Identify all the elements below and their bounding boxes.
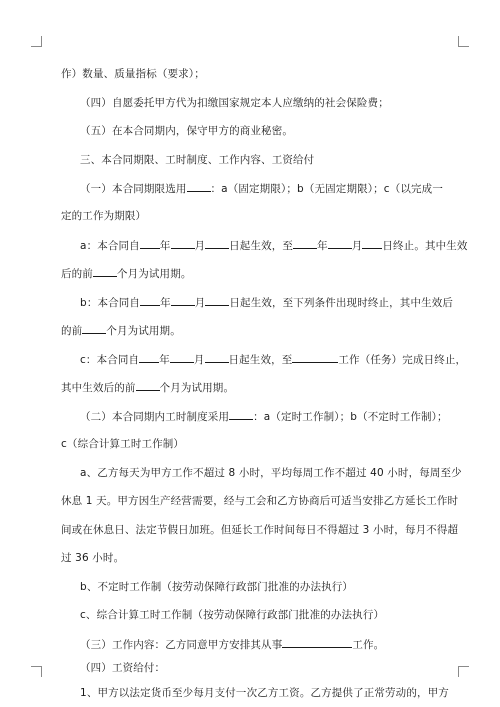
text-segment: 后的前	[61, 268, 93, 280]
text-line: b、不定时工作制（按劳动保障行政部门批准的办法执行）	[80, 581, 354, 593]
text-segment: 日起生效，至下列条件出现时终止，其中生效后	[229, 297, 454, 309]
text-line	[80, 409, 448, 424]
text-segment: 月	[351, 240, 363, 252]
text-segment: a：本合同自	[80, 240, 140, 252]
text-segment: 月	[194, 240, 206, 252]
text-segment: 其中生效后的前	[61, 382, 136, 394]
text-segment: （三）工作内容：乙方同意甲方安排其从事	[80, 639, 283, 651]
crop-mark-top-left	[31, 36, 42, 47]
text-segment: ：a（定时工作制）；b（不定时工作制）；	[253, 411, 448, 423]
crop-mark-bottom-left	[31, 666, 42, 677]
fill-blank	[139, 352, 159, 363]
text-segment: 年	[160, 297, 171, 309]
text-line: 1、甲方以法定货币至少每月支付一次乙方工资。乙方提供了正常劳动的，甲方	[80, 687, 449, 699]
text-line: c、综合计算工时工作制（按劳动保障行政部门批准的办法执行）	[80, 609, 385, 621]
fill-blank	[140, 238, 160, 249]
fill-blank	[205, 238, 229, 249]
fill-blank	[205, 352, 229, 363]
text-segment: （二）本合同期内工时制度采用	[80, 411, 230, 423]
text-line: 休息 1 天。甲方因生产经营需要，经与工会和乙方协商后可适当安排乙方延长工作时	[61, 495, 459, 507]
fill-blank	[205, 295, 229, 306]
text-line: 过 36 小时。	[61, 552, 125, 564]
text-segment: 个月为试用期。	[116, 268, 192, 280]
text-line	[80, 238, 468, 253]
fill-blank	[93, 266, 117, 277]
text-segment: 日起生效，至	[229, 240, 294, 252]
text-segment: 月	[194, 297, 206, 309]
text-segment: 个月为试用期。	[106, 325, 181, 337]
text-line	[61, 323, 181, 338]
fill-blank	[171, 238, 195, 249]
text-segment: 日起生效，至	[228, 354, 293, 366]
fill-blank	[229, 409, 253, 420]
text-segment: b：本合同自	[80, 297, 141, 309]
text-line	[61, 266, 192, 281]
text-segment: 日终止。其中生效	[382, 240, 468, 252]
crop-mark-top-right	[458, 36, 469, 47]
fill-blank	[293, 238, 317, 249]
fill-blank	[140, 295, 160, 306]
text-line: （四）自愿委托甲方代为扣缴国家规定本人应缴纳的社会保险费；	[80, 97, 389, 109]
crop-mark-bottom-right	[458, 666, 469, 677]
text-segment: 个月为试用期。	[159, 382, 235, 394]
fill-blank	[136, 380, 160, 391]
fill-blank	[282, 637, 352, 648]
text-line: c（综合计算工时工作制）	[61, 438, 185, 450]
text-line: 间或在休息日、法定节假日加班。但延长工作时间每日不得超过 3 小时，每月不得超	[61, 524, 459, 536]
text-line	[80, 352, 466, 367]
fill-blank	[171, 295, 195, 306]
text-line	[80, 181, 443, 196]
text-line: （四）工资给付：	[80, 662, 166, 674]
fill-blank	[82, 323, 106, 334]
text-segment: 工作（任务）完成日终止，	[338, 354, 467, 366]
text-line	[80, 637, 384, 652]
text-line: 定的工作为期限）	[61, 210, 147, 222]
text-segment: （一）本合同期限选用	[80, 183, 187, 195]
fill-blank	[292, 352, 338, 363]
text-segment: ：a（固定期限）；b（无固定期限）；c（以完成一	[210, 183, 443, 195]
text-segment: 月	[193, 354, 205, 366]
text-line	[80, 295, 453, 310]
text-line	[61, 380, 234, 395]
text-segment: 的前	[61, 325, 83, 337]
text-line: 作）数量、质量指标（要求）；	[61, 68, 205, 80]
section-heading: 三、本合同期限、工时制度、工作内容、工资给付	[80, 154, 315, 166]
fill-blank	[362, 238, 382, 249]
text-line: a、乙方每天为甲方工作不超过 8 小时，平均每周工作不超过 40 小时，每周至少	[80, 467, 462, 479]
text-segment: 年	[159, 354, 170, 366]
fill-blank	[187, 181, 211, 192]
text-line: （五）在本合同期内，保守甲方的商业秘密。	[80, 125, 293, 137]
text-segment: 年	[159, 240, 171, 252]
fill-blank	[170, 352, 194, 363]
fill-blank	[328, 238, 352, 249]
text-segment: 年	[317, 240, 328, 252]
text-segment: 工作。	[352, 639, 385, 651]
text-segment: c：本合同自	[80, 354, 140, 366]
